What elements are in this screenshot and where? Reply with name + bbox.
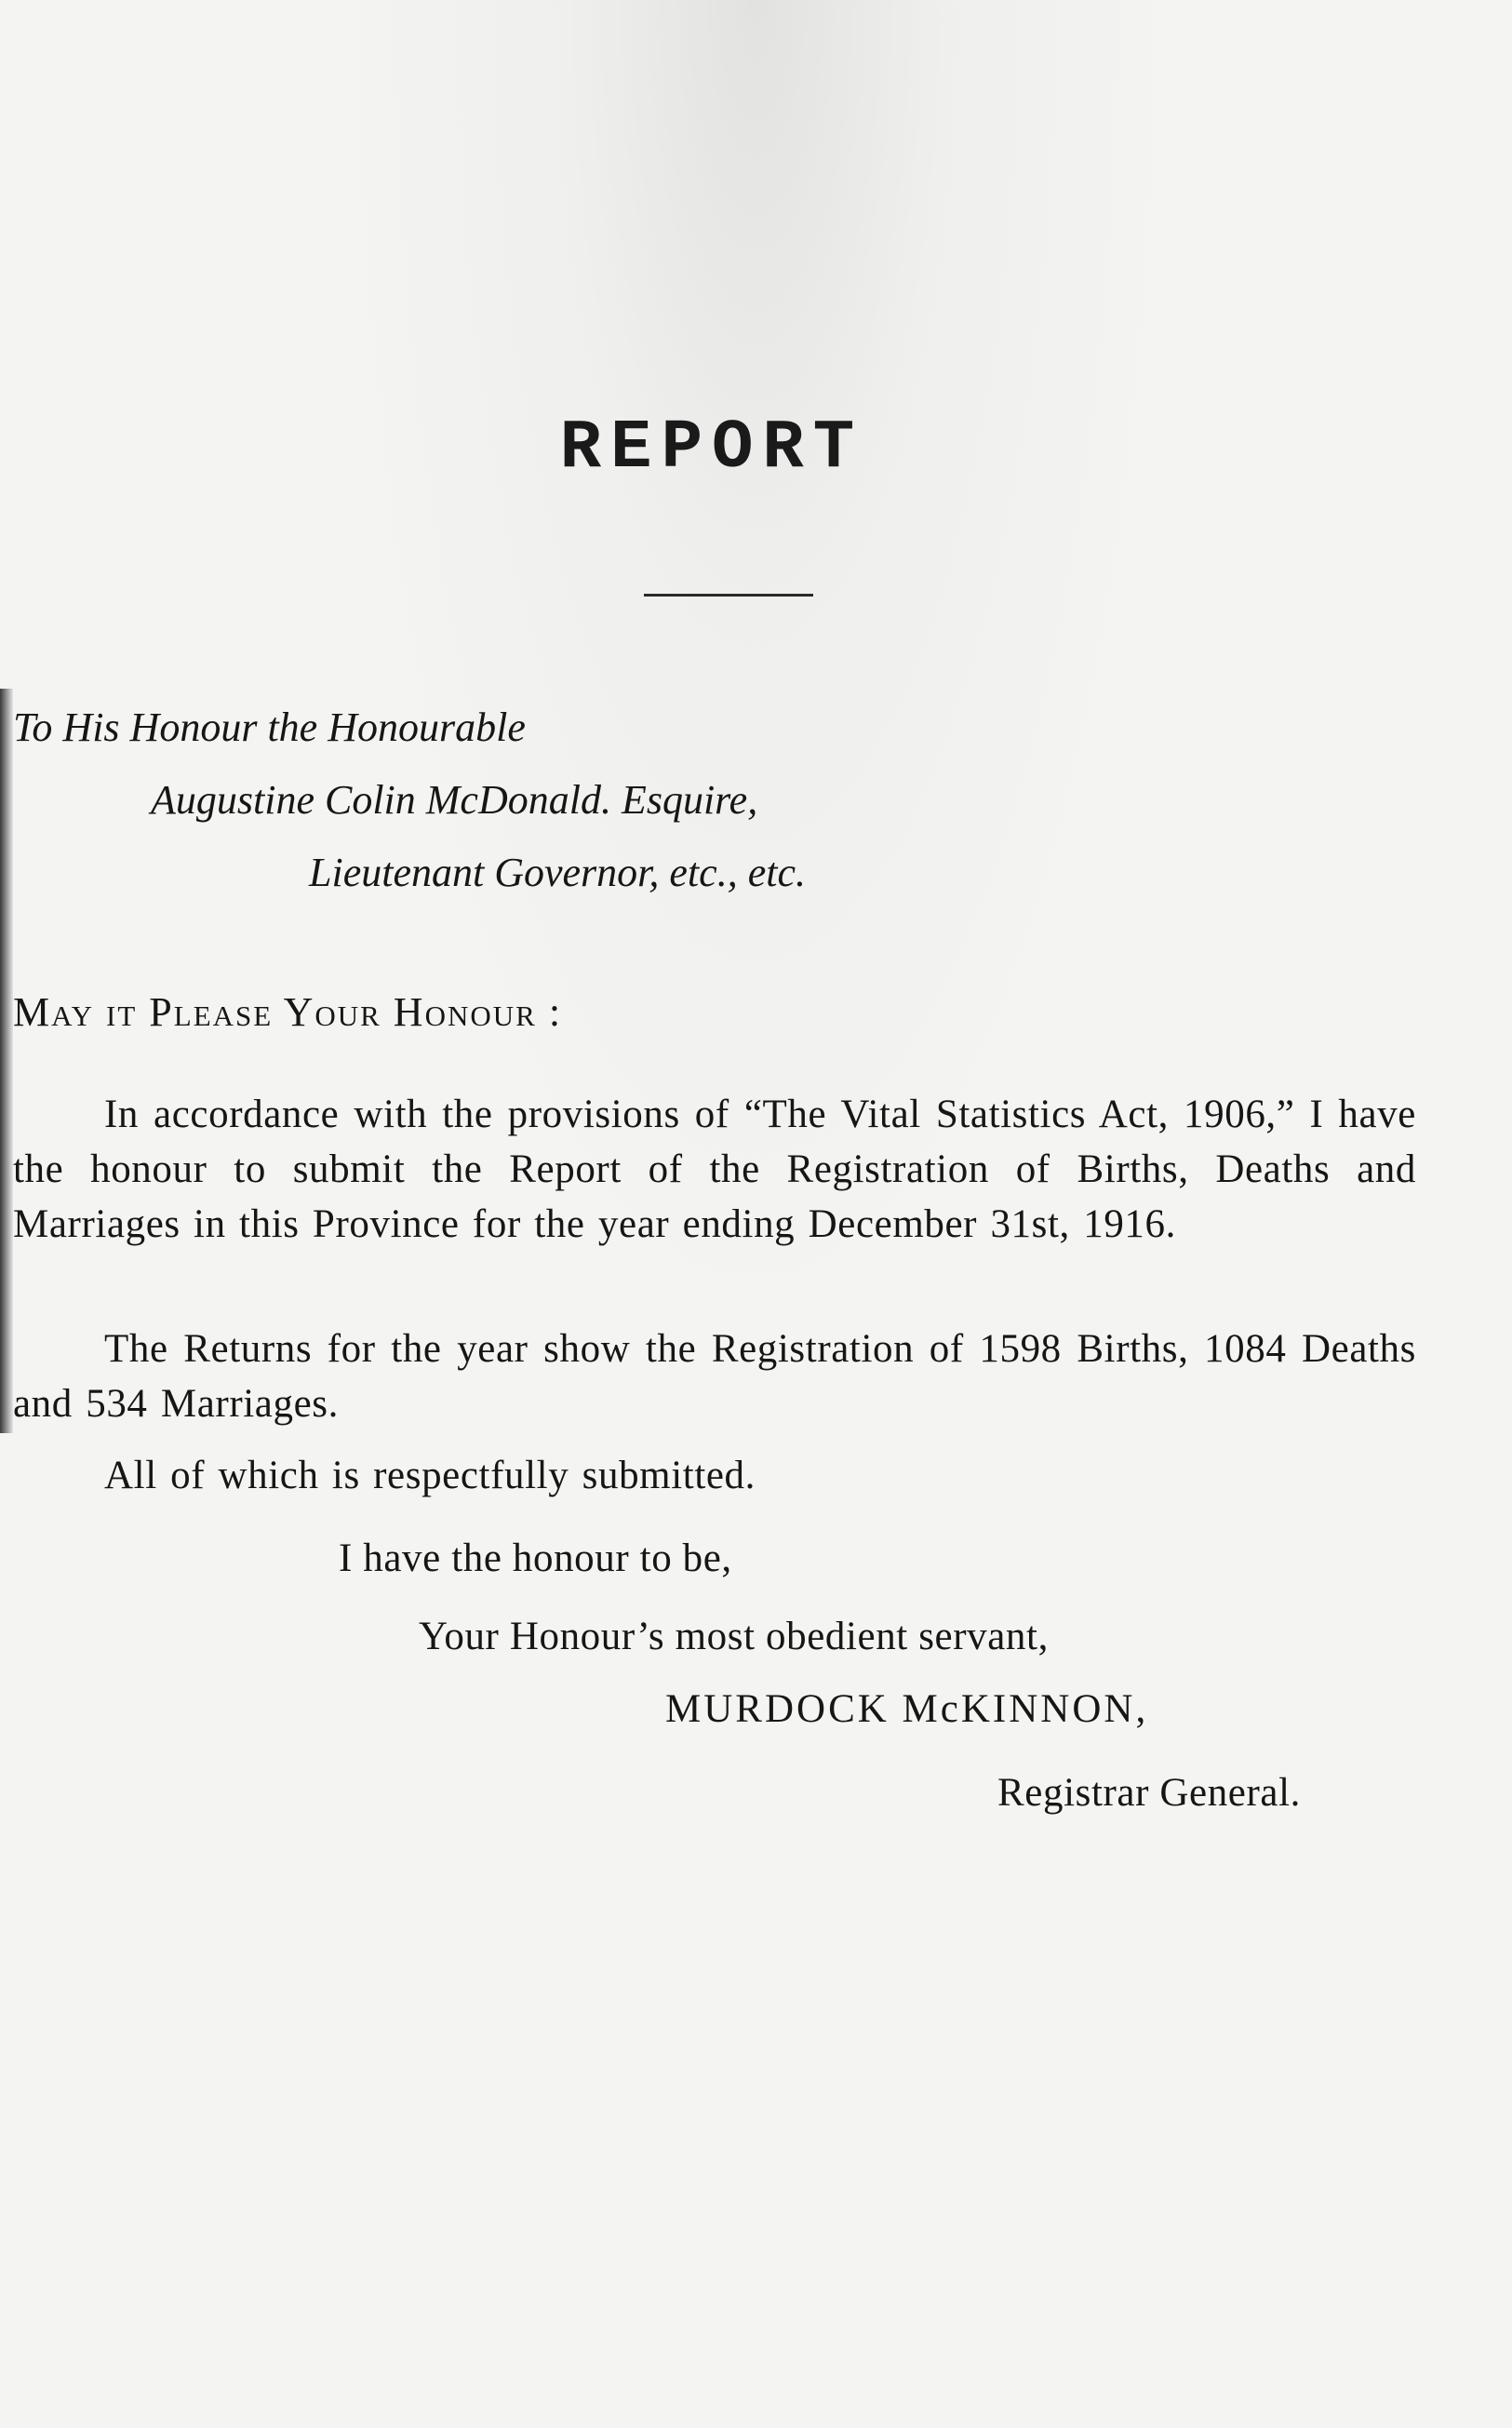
title-divider xyxy=(644,594,813,597)
page-title: REPORT xyxy=(559,409,864,488)
signature-name: MURDOCK McKINNON, xyxy=(665,1687,1149,1731)
closing-line-1: I have the honour to be, xyxy=(339,1536,732,1580)
address-line-1: To His Honour the Honourable xyxy=(13,704,526,750)
closing-line-2: Your Honour’s most obedient servant, xyxy=(419,1615,1049,1658)
body-paragraph-3: All of which is respectfully submitted. xyxy=(104,1454,756,1497)
salutation: May it Please Your Honour : xyxy=(13,989,563,1035)
signature-title: Registrar General. xyxy=(997,1771,1301,1815)
address-line-2: Augustine Colin McDonald. Esquire, xyxy=(151,777,758,823)
body-paragraph-2: The Returns for the year show the Registration of 1598 Births, 1084 Deaths and 534 Marriages. xyxy=(13,1327,1416,1426)
address-line-3: Lieutenant Governor, etc., etc. xyxy=(309,850,806,895)
body-paragraph-1: In accordance with the provisions of “The Vital Statistics Act, 1906,” I have the honour to submit the Report of the Registration of Births, Deaths and Marriages in this Province for the year ending December 31st, 1916. xyxy=(13,1093,1416,1246)
binding-edge-shadow xyxy=(0,689,13,1433)
